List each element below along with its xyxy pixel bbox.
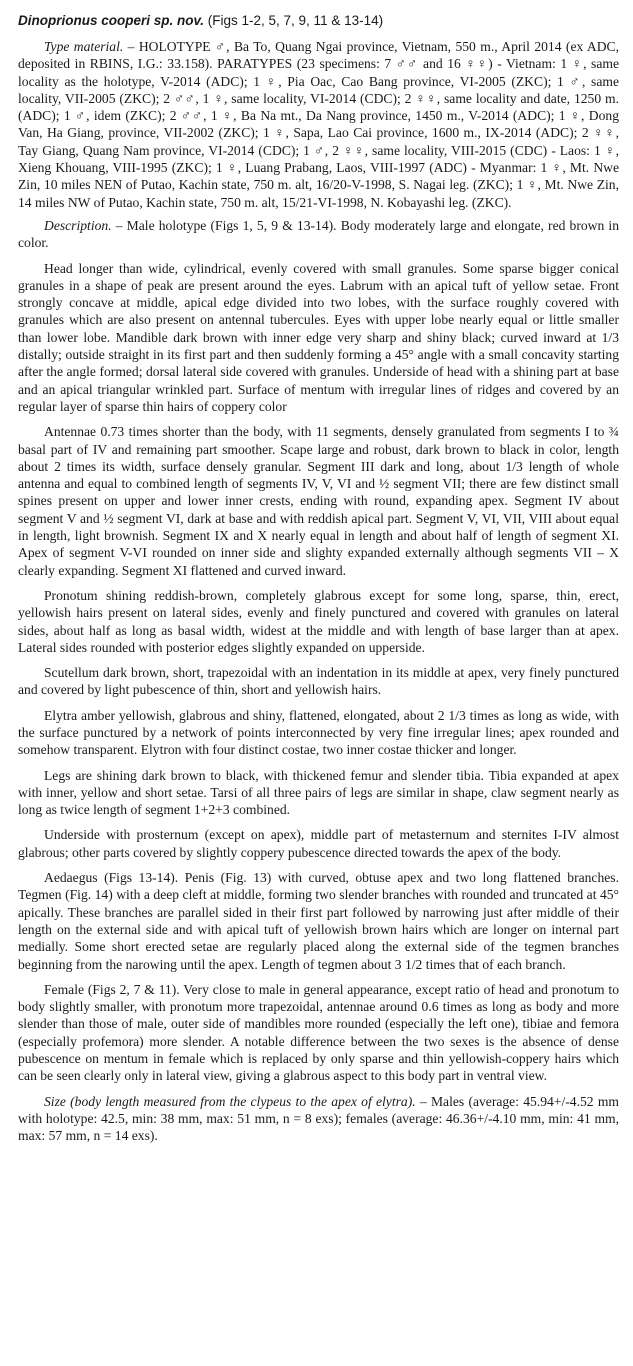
- size-text: – Males (average: 45.94+/-4.52 mm with holotype: 42.5, min: 38 mm, max: 51 mm, n = 8 exs); females (average: 46.36+/-4.10 mm, min: 41 mm, max: 57 mm, n = 14 exs).: [18, 1093, 620, 1144]
- description-text: – Male holotype (Figs 1, 5, 9 & 13-14). Body moderately large and elongate, red brown in color.: [18, 217, 619, 251]
- size-lead: Size (body length measured from the clypeus to the apex of elytra).: [44, 1093, 416, 1109]
- head-paragraph: Head longer than wide, cylindrical, evenly covered with small granules. Some sparse bigger conical granules in a shape of peak are present around the eyes. Labrum with an apical tuft of yellow setae. Front strongly concave at middle, apical edge divided into two lobes, with the surface roughly covered with granules which are also present on antennal tubercules. Eyes with upper lobe nearly equal or little smaller than lower lobe. Mandible dark brown with inner edge very sharp and shiny black; curved inward at 1/3 distally; outside straight in its first part and then suddenly forming a 45° angle with a small concavity starting after the angle formed; dorsal lateral side covered with granules. Underside of head with a shining part at base and an apical triangular wrinkled part. Surface of mentum with irregular lines of ridges and covered by an regular layer of sparse thin hairs of coppery color: [18, 260, 619, 414]
- type-material-lead: Type material.: [44, 39, 124, 54]
- scutellum-paragraph: Scutellum dark brown, short, trapezoidal with an indentation in its middle at apex, very finely punctured and covered by light pubescence of thin, short and yellowish hairs.: [18, 665, 619, 698]
- antennae-paragraph: Antennae 0.73 times shorter than the body, with 11 segments, densely granulated from segments I to ¾ basal part of IV and remaining part smoother. Scape large and robust, dark brown to black in color, length about 2 times its width, surface densely granular. Segment III dark and long, about 1/3 length of whole antenna and equal to combined length of segments IV, V, VI and ½ segment VII; there are few distinct small spines present on upper and lower inner crests, ending with round, expanding apex. Segment IV about segment V and ½ segment VI, dark at base and with reddish apical part. Segment V, VI, VII, VIII about equal in length, light brownish. Segment IX and X nearly equal in length and about half of length of segment XI. Apex of segment V-VI rounded on inner side and slighty expanded externally although segments VII – X clearly expanding. Segment XI flattened and curved inward.: [18, 424, 619, 578]
- type-material-paragraph: [18, 38, 619, 211]
- aedaegus-paragraph: Aedaegus (Figs 13-14). Penis (Fig. 13) with curved, obtuse apex and two long flattened branches. Tegmen (Fig. 14) with a deep cleft at middle, forming two slender branches with rounded and truncated at 45° apically. These branches are parallel sided in their first part followed by narrowing just after middle of their length on the external side and with apical tuft of yellowish brown hairs which are longer on internal part medially. Some short erected setae are regularly placed along the external side of the tegmen branches beginning from the narowing until the apex. Length of tegmen about 3 1/2 times that of each branch.: [18, 870, 619, 972]
- type-material-text: – HOLOTYPE ♂, Ba To, Quang Ngai province, Vietnam, 550 m., April 2014 (ex ADC, deposited in RBINS, I.G.: 33.158). PARATYPES (23 specimens: 7 ♂♂ and 16 ♀♀) - Vietnam: 1 ♀, same locality as the holotype, V-2014 (ADC); 1 ♀, Pia Oac, Cao Bang province, VI-2005 (ZKC); 1 ♂, same locality, VII-2005 (ZKC); 2 ♂♂, 1 ♀, same locality, VI-2014 (CDC); 2 ♀♀, same locality and date, 1250 m. (ADC); 1 ♂, idem (ZKC); 2 ♂♂, 1 ♀, Ba Na mt., Da Nang province, 1450 m., V-2014 (ADC); 1 ♀, Dong Van, Ha Giang, province, VII-2002 (ZKC); 1 ♀, Sapa, Lao Cai province, 1600 m., IX-2014 (ADC); 2 ♀♀, Tay Giang, Quang Nam province, VI-2014 (CDC); 1 ♂, 2 ♀♀, same locality, VIII-2015 (CDC) - Laos: 1 ♀, Xieng Khouang, VIII-1995 (ZKC); 1 ♀, Luang Prabang, Laos, VIII-1997 (ADC) - Myanmar: 1 ♀, Mt. Nwe Zin, 10 miles NEN of Putao, Kachin state, 750 m. alt, 16/20-V-1998, S. Nagai leg. (ZKC); 1 ♀, Mt. Nwe Zin, 14 miles NW of Putao, Kachin state, 750 m. alt, 15/21-VI-1998, N. Kobayashi leg. (ZKC).: [18, 39, 620, 210]
- pronotum-paragraph: Pronotum shining reddish-brown, completely glabrous except for some long, sparse, thin, erect, yellowish hairs present on lateral sides, evenly and finely punctured and covered with granules on lateral sides, about half as long as basal width, widest at the middle and with length of base larger than at apex. Lateral sides rounded with posterior edges slightly expanded on upperside.: [18, 587, 619, 655]
- description-paragraph: [18, 217, 619, 252]
- underside-paragraph: Underside with prosternum (except on apex), middle part of metasternum and sternites I-IV almost glabrous; other parts covered by slightly coppery pubescence directed towards the apex of the body.: [18, 827, 619, 860]
- elytra-paragraph: Elytra amber yellowish, glabrous and shiny, flattened, elongated, about 2 1/3 times as long as wide, with the surface punctured by a network of points interconnected by very fine irregular lines; apex rounded and somehow transparent. Elytron with four distinct costae, two inner costae thicker and longer.: [18, 707, 619, 758]
- species-heading: [18, 12, 619, 30]
- species-name: Dinoprionus cooperi sp. nov.: [18, 13, 205, 28]
- description-lead: Description.: [44, 217, 112, 233]
- female-paragraph: Female (Figs 2, 7 & 11). Very close to male in general appearance, except ratio of head and pronotum to body slightly smaller, with pronotum more trapezoidal, antennae around 0.6 times as long as body and more slender than those of male, outer side of mandibles more rounded (especially the left one), tibiae and femora (especially profemora) more slender. A notable difference between the two sexes is the absence of dense pubescence on mentum in female which is replaced by only sparse and thin yellowish-coppery hairs which can be seen clearly only in lateral view, giving a glabrous aspect to this body part in ventral view.: [18, 981, 619, 1084]
- legs-paragraph: Legs are shining dark brown to black, with thickened femur and slender tibia. Tibia expanded at apex with inner, yellow and short setae. Tarsi of all three pairs of legs are similar in shape, claw segment nearly as long as twice length of segment 1+2+3 combined.: [18, 767, 619, 818]
- species-figs: (Figs 1-2, 5, 7, 9, 11 & 13-14): [204, 13, 384, 28]
- size-paragraph: [18, 1093, 619, 1145]
